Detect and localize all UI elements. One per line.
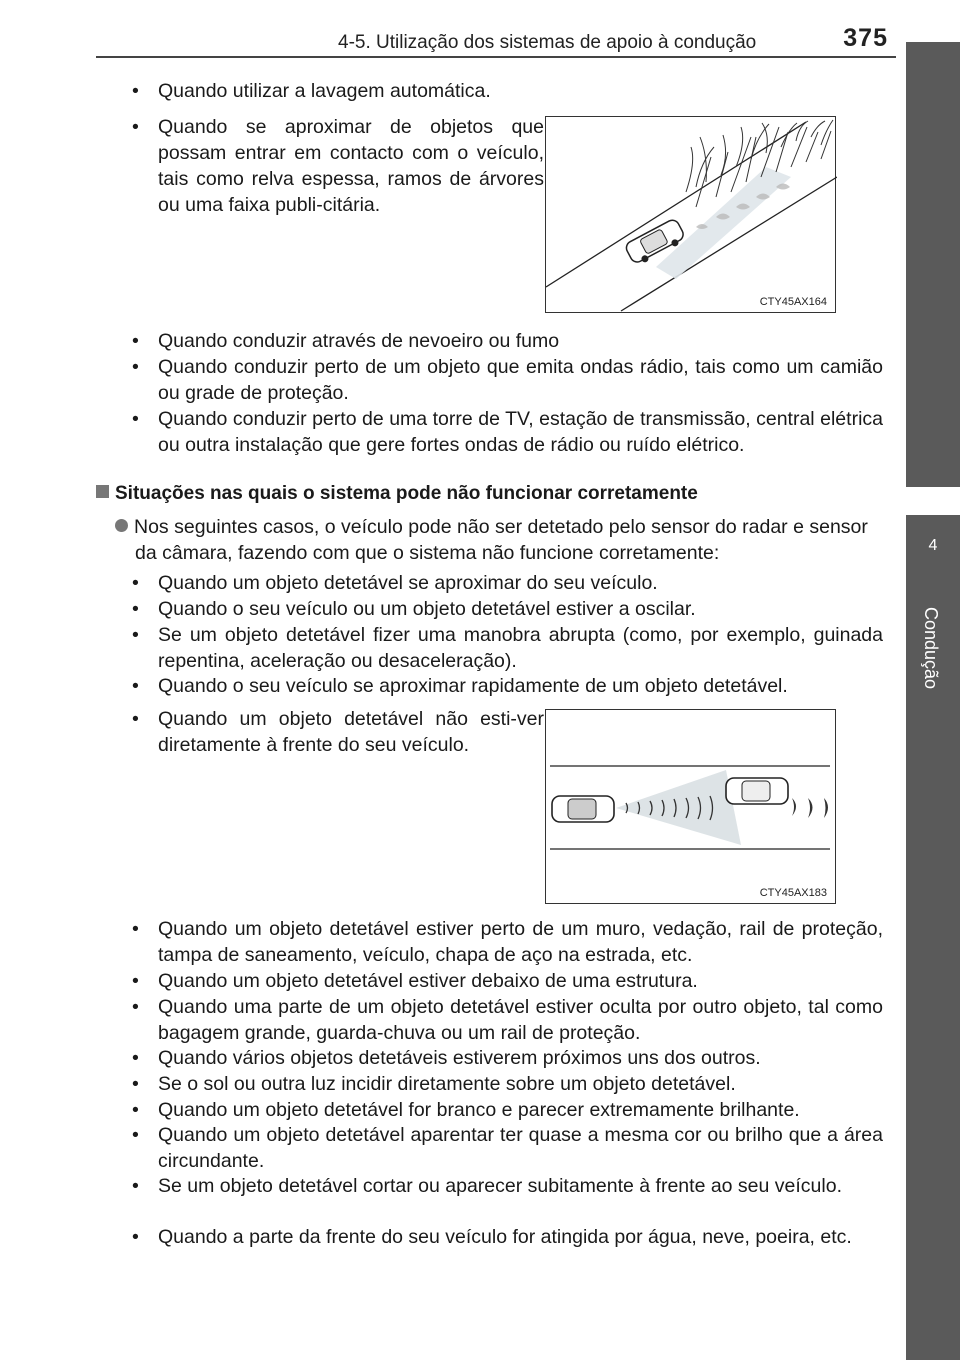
list-item: • Quando um objeto detetável não esti-ver diretamente à frente do seu veículo. (132, 708, 544, 756)
list-item: • Se um objeto detetável cortar ou aparecer subitamente à frente ao seu veículo. (132, 1175, 842, 1197)
chapter-label: Condução (921, 607, 941, 690)
list-item: • Quando conduzir através de nevoeiro ou fumo (132, 330, 560, 352)
page-number: 375 (843, 24, 888, 52)
list-item: • Quando o seu veículo ou um objeto detetável estiver a oscilar. (132, 598, 696, 620)
square-bullet-icon (96, 485, 109, 498)
list-item: • Quando uma parte de um objeto detetável estiver oculta por outro objeto, tal como bagagem grande, guarda-chuva ou um rail de proteção. (132, 996, 883, 1044)
list-item: • Quando um objeto detetável estiver debaixo de uma estrutura. (132, 970, 698, 992)
list-item: • Quando conduzir perto de uma torre de TV, estação de transmissão, central elétrica ou outra instalação que gere fortes ondas de rádio ou ruído elétrico. (132, 408, 883, 456)
vegetation-illustration (546, 117, 837, 314)
chapter-number: 4 (928, 537, 938, 554)
section-title: 4-5. Utilização dos sistemas de apoio à condução (338, 32, 757, 53)
header-rule (96, 56, 896, 58)
list-item: • Quando vários objetos detetáveis estiverem próximos uns dos outros. (132, 1047, 761, 1069)
list-item: • Quando um objeto detetável aparentar ter quase a mesma cor ou brilho que a área circundante. (132, 1124, 883, 1172)
ego-car-icon (552, 796, 614, 822)
list-item: • Quando um objeto detetável estiver perto de um muro, vedação, rail de proteção, tampa de saneamento, veículo, chapa de aço na estrada, etc. (132, 918, 883, 966)
page-header (96, 22, 896, 56)
list-item: • Quando utilizar a lavagem automática. (132, 80, 491, 102)
list-item: • Quando conduzir perto de um objeto que emita ondas rádio, tais como um camião ou grade de proteção. (132, 356, 883, 404)
list-item: • Se um objeto detetável fizer uma manobra abrupta (como, por exemplo, guinada repentina, aceleração ou desaceleração). (132, 624, 883, 672)
section-intro: Nos seguintes casos, o veículo pode não ser detetado pelo sensor do radar e sensor da câmara, fazendo com que o sistema não funcione corretamente: (115, 514, 885, 566)
vegetation-figure (545, 116, 836, 313)
side-chapter-tab (906, 515, 960, 1360)
list-item: • Quando o seu veículo se aproximar rapidamente de um objeto detetável. (132, 675, 788, 697)
side-tab-upper (906, 42, 960, 487)
target-car-icon (726, 778, 788, 804)
list-item: • Quando um objeto detetável for branco e parecer extremamente brilhante. (132, 1099, 800, 1121)
list-item: • Quando se aproximar de objetos que possam entrar em contacto com o veículo, tais como relva espessa, ramos de árvores ou uma faixa publi-citária. (132, 116, 544, 216)
offset-vehicle-illustration (546, 710, 837, 905)
offset-vehicle-figure (545, 709, 836, 904)
circle-bullet-icon (115, 519, 128, 532)
list-item: • Quando um objeto detetável se aproximar do seu veículo. (132, 572, 658, 594)
figure-code: CTY45AX183 (759, 887, 827, 899)
section-heading: Situações nas quais o sistema pode não funcionar corretamente (96, 483, 698, 505)
figure-code: CTY45AX164 (759, 296, 827, 308)
list-item: • Quando a parte da frente do seu veículo for atingida por água, neve, poeira, etc. (132, 1226, 852, 1248)
list-item: • Se o sol ou outra luz incidir diretamente sobre um objeto detetável. (132, 1073, 736, 1095)
